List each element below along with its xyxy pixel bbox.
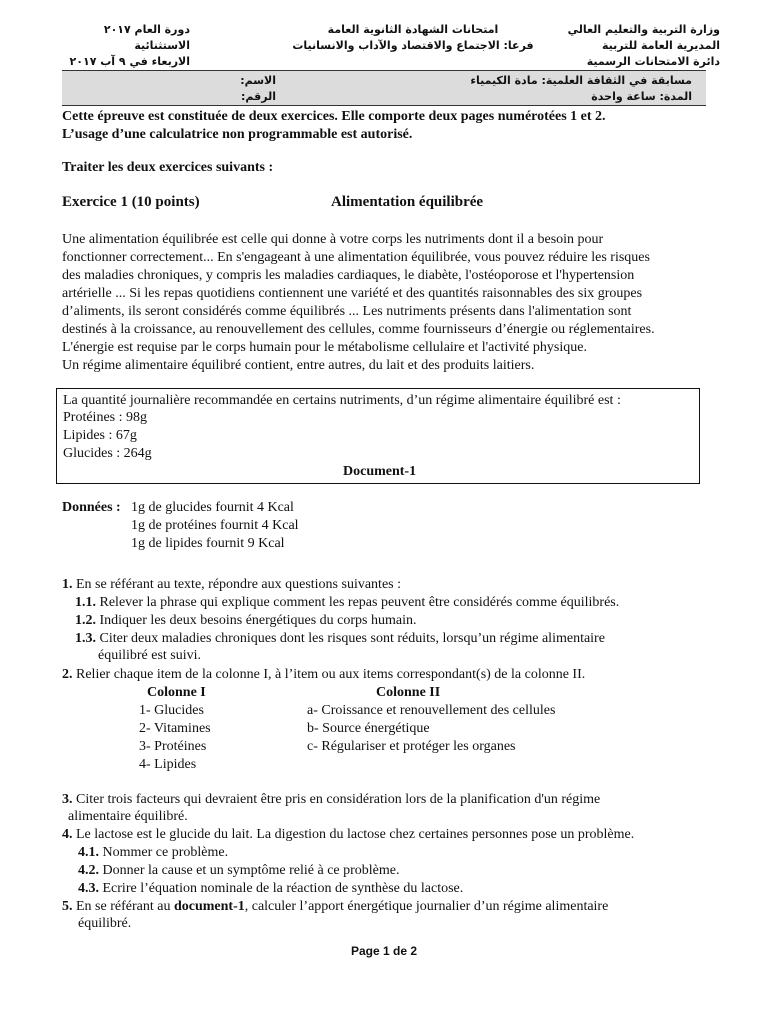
donnees-line: 1g de glucides fournit 4 Kcal bbox=[131, 500, 294, 515]
question-2: 2. Relier chaque item de la colonne I, à l’item ou aux items correspondant(s) de la colonne II. bbox=[62, 667, 586, 682]
donnees-line: 1g de protéines fournit 4 Kcal bbox=[131, 518, 299, 533]
session-line: دورة العام ٢٠١٧ الاستثنائية bbox=[103, 23, 190, 52]
exam-block bbox=[288, 22, 538, 54]
paragraph-line: des maladies chroniques, y compris les maladies cardiaques, le diabète, l'ostéoporose et l'hypertension bbox=[62, 268, 635, 283]
column-2-item: b- Source énergétique bbox=[307, 721, 430, 736]
column-1-title: Colonne I bbox=[147, 685, 206, 700]
instruction: Traiter les deux exercices suivants : bbox=[62, 160, 274, 175]
question-4-1: 4.1. Nommer ce problème. bbox=[78, 845, 229, 860]
paragraph-line: destinés à la croissance, au renouvellement des cellules, comme fournisseurs d’énergie ou réglementaires. bbox=[62, 322, 655, 337]
document-box bbox=[56, 388, 700, 484]
column-1-item: 1- Glucides bbox=[139, 703, 204, 718]
paragraph-line: d’aliments, ils seront considérés comme équilibrés ... Les nutriments présents dans l'alimentation sont bbox=[62, 304, 632, 319]
date-line: الاربعاء في ٩ آب ٢٠١٧ bbox=[69, 55, 190, 68]
question-5: 5. En se référant au document-1, calculer l’apport énergétique journalier d’un régime alimentaire bbox=[62, 899, 609, 914]
document-line: La quantité journalière recommandée en certains nutriments, d’un régime alimentaire équilibré est : bbox=[63, 393, 621, 408]
question-4-2: 4.2. Donner la cause et un symptôme relié à ce problème. bbox=[78, 863, 400, 878]
question-1: 1. En se référant au texte, répondre aux questions suivantes : bbox=[62, 577, 402, 592]
paragraph-line: fonctionner correctement... En s'engageant à une alimentation équilibrée, vous pouvez réduire les risques bbox=[62, 250, 650, 265]
paragraph-line: L'énergie est requise par le corps humain pour le métabolisme cellulaire et l'activité physique. bbox=[62, 340, 587, 355]
document-line: Protéines : 98g bbox=[63, 410, 147, 425]
paragraph-line: artérielle ... Si les repas quotidiens contiennent une variété et des quantités raisonnables des six groupes bbox=[62, 286, 643, 301]
number-label: الرقم: bbox=[241, 90, 276, 103]
column-1-item: 2- Vitamines bbox=[139, 721, 211, 736]
donnees-line: 1g de lipides fournit 9 Kcal bbox=[131, 536, 285, 551]
subject-band bbox=[62, 70, 706, 106]
exam-line: امتحانات الشهادة الثانوية العامة bbox=[327, 23, 499, 36]
exercise-title: Exercice 1 (10 points) bbox=[62, 194, 200, 210]
document-line: Lipides : 67g bbox=[63, 428, 137, 443]
intro-line-1: Cette épreuve est constituée de deux exercices. Elle comporte deux pages numérotées 1 et 2. bbox=[62, 109, 606, 124]
department-line: دائرة الامتحانات الرسمية bbox=[586, 55, 720, 68]
column-2-item: a- Croissance et renouvellement des cellules bbox=[307, 703, 556, 718]
question-1-1: 1.1. Relever la phrase qui explique comment les repas peuvent être considérés comme équilibrés. bbox=[75, 595, 620, 610]
branch-line: فرعا: الاجتماع والاقتصاد والآداب والانسانيات bbox=[292, 39, 534, 52]
name-label: الاسم: bbox=[240, 74, 276, 87]
document-caption: Document-1 bbox=[343, 464, 417, 479]
page-number: Page 1 de 2 bbox=[350, 944, 418, 958]
column-1-item: 3- Protéines bbox=[139, 739, 207, 754]
paragraph-line: Une alimentation équilibrée est celle qui donne à votre corps les nutriments dont il a besoin pour bbox=[62, 232, 604, 247]
intro-line-2: L’usage d’une calculatrice non programmable est autorisé. bbox=[62, 127, 413, 142]
question-3: 3. Citer trois facteurs qui devraient être pris en considération lors de la planification d'un régime bbox=[62, 792, 601, 807]
column-2-title: Colonne II bbox=[376, 685, 441, 700]
question-4-3: 4.3. Ecrire l’équation nominale de la réaction de synthèse du lactose. bbox=[78, 881, 464, 896]
paragraph-line: Un régime alimentaire équilibré contient, entre autres, du lait et des produits laitiers. bbox=[62, 358, 535, 373]
question-5-cont: équilibré. bbox=[78, 916, 132, 931]
question-4: 4. Le lactose est le glucide du lait. La digestion du lactose chez certaines personnes pose un problème. bbox=[62, 827, 635, 842]
exercise-subtitle: Alimentation équilibrée bbox=[331, 194, 484, 210]
column-2-item: c- Régulariser et protéger les organes bbox=[307, 739, 516, 754]
column-1-item: 4- Lipides bbox=[139, 757, 197, 772]
ministry-block bbox=[568, 22, 720, 70]
question-1-3: 1.3. Citer deux maladies chroniques dont les risques sont réduits, lorsqu’un régime alimentaire bbox=[75, 631, 605, 646]
session-block bbox=[60, 22, 190, 70]
intro-paragraph bbox=[62, 231, 712, 375]
exam-header bbox=[60, 22, 720, 68]
question-1-2: 1.2. Indiquer les deux besoins énergétiques du corps humain. bbox=[75, 613, 417, 628]
duration-line: المدة: ساعة واحدة bbox=[591, 90, 692, 103]
donnees-label: Données : bbox=[62, 500, 121, 515]
document-line: Glucides : 264g bbox=[63, 446, 152, 461]
ministry-line: وزارة التربية والتعليم العالي bbox=[567, 23, 720, 36]
subject-line: مسابقة في الثقافة العلمية: مادة الكيمياء bbox=[470, 74, 692, 87]
question-3-cont: alimentaire équilibré. bbox=[68, 809, 188, 824]
directorate-line: المديرية العامة للتربية bbox=[601, 39, 720, 52]
question-1-3-cont: équilibré est suivi. bbox=[98, 648, 202, 663]
